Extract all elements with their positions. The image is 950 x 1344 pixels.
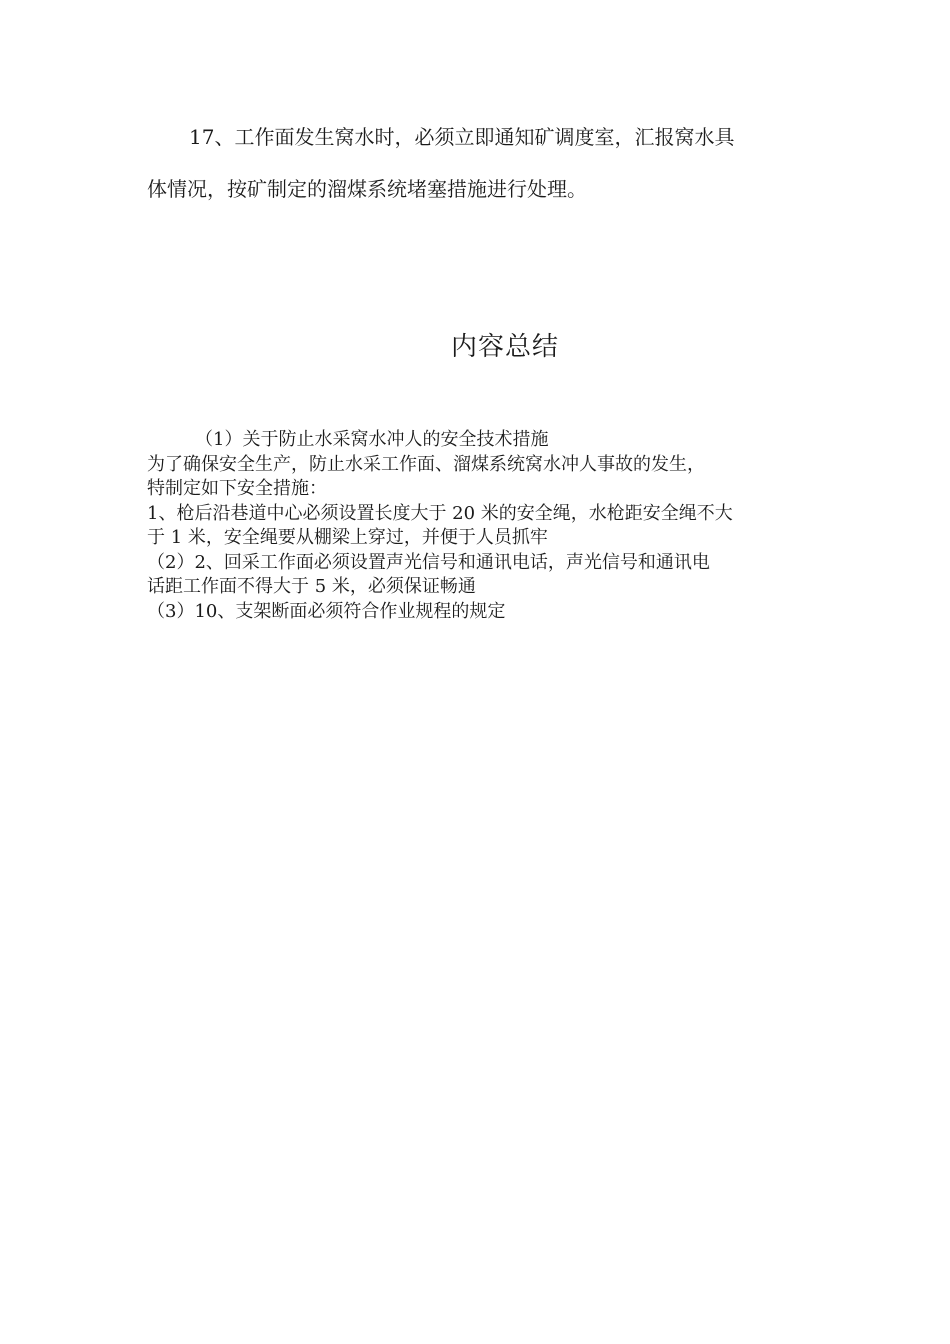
summary-heading-text: （1）关于防止水采窝水冲人的安全技术措施 [195,429,549,450]
summary-line: 1、枪后沿巷道中心必须设置长度大于 20 米的安全绳，水枪距安全绳不大 [147,502,733,524]
summary-line: 话距工作面不得大于 5 米，必须保证畅通 [147,576,476,597]
summary-body [147,428,812,624]
summary-title: 内容总结 [450,332,559,362]
summary-heading [147,428,812,453]
paragraph-text: 体情况，按矿制定的溜煤系统堵塞措施进行处理。 [147,177,587,201]
summary-line: （2）2、回采工作面必须设置声光信号和通讯电话，声光信号和通讯电 [147,551,710,573]
summary-line: 特制定如下安全措施： [147,478,327,499]
paragraph-17 [147,111,807,215]
summary-line: 于 1 米，安全绳要从棚梁上穿过，并便于人员抓牢 [147,527,548,548]
paragraph-line [147,163,807,215]
paragraph-line [147,111,807,163]
summary-line: （3）10、支架断面必须符合作业规程的规定 [147,600,506,622]
paragraph-text: 17、工作面发生窝水时，必须立即通知矿调度室，汇报窝水具 [189,125,735,149]
summary-line: 为了确保安全生产，防止水采工作面、溜煤系统窝水冲人事故的发生， [147,453,705,475]
